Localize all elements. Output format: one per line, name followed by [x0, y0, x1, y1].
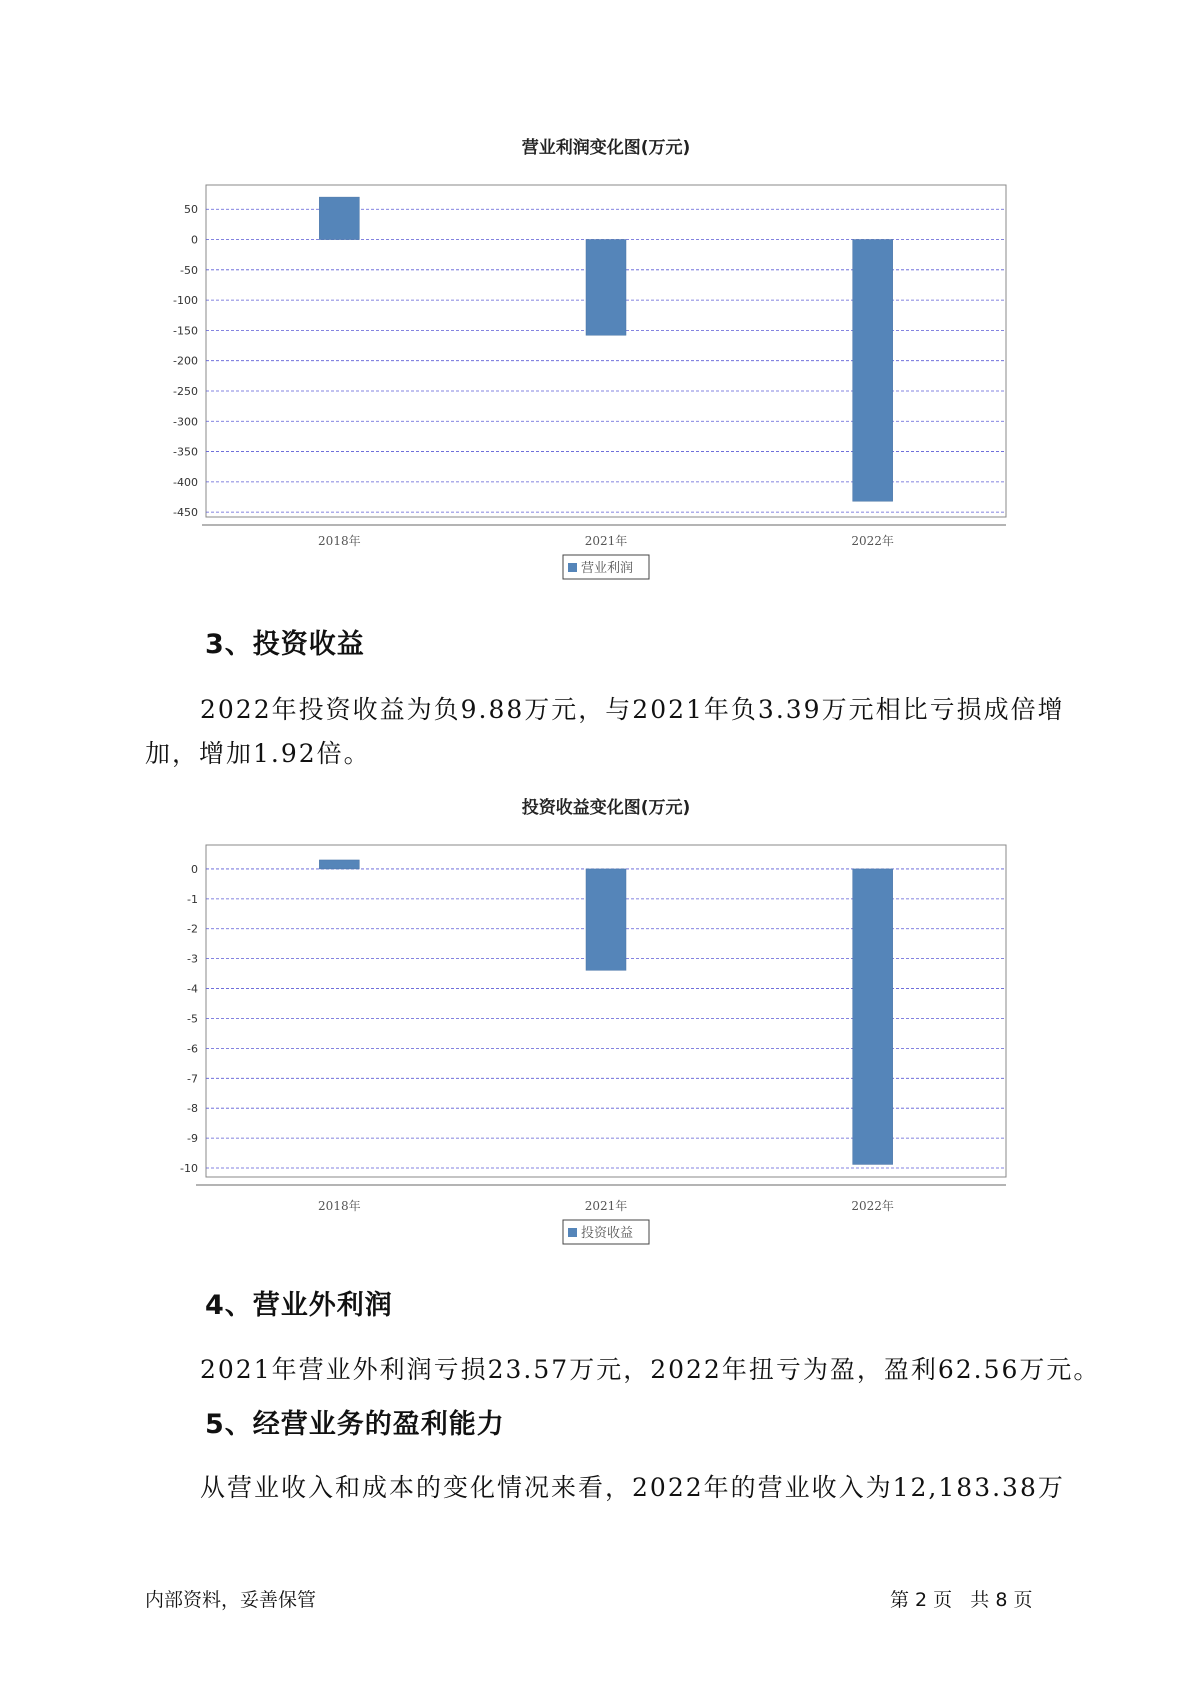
y-tick-label: -8 [187, 1102, 198, 1116]
operating-profit-chart-svg [150, 135, 1050, 585]
y-tick-label: -6 [187, 1042, 198, 1056]
legend [563, 555, 649, 579]
y-tick-label: -300 [173, 415, 198, 429]
y-tick-label: -10 [180, 1162, 198, 1176]
y-tick-label: -1 [187, 892, 198, 906]
footer-confidential-note: 内部资料，妥善保管 [145, 1589, 317, 1611]
y-tick-label: -4 [187, 982, 198, 996]
x-tick-label: 2018年 [318, 1199, 361, 1213]
investment-income-chart [150, 795, 1050, 1250]
section-3-paragraph-line-2: 加，增加1.92倍。 [145, 739, 371, 768]
y-tick-label: 50 [184, 203, 198, 217]
legend-swatch [568, 563, 577, 572]
bar-2021年 [586, 240, 626, 336]
operating-profit-chart [150, 135, 1050, 585]
chart-title: 投资收益变化图(万元) [521, 798, 691, 818]
x-tick-label: 2021年 [584, 534, 628, 548]
x-tick-label: 2022年 [851, 1199, 894, 1213]
y-tick-label: -2 [187, 922, 198, 936]
y-tick-label: 0 [191, 862, 198, 876]
legend-label: 营业利润 [581, 561, 634, 576]
legend-label: 投资收益 [581, 1226, 634, 1241]
legend [563, 1220, 649, 1244]
x-tick-label: 2021年 [584, 1199, 628, 1213]
footer-page-number: 第 2 页 共 8 页 [890, 1589, 1033, 1611]
bar-2022年 [853, 240, 893, 502]
x-tick-label: 2022年 [851, 534, 894, 548]
section-3-heading: 3、投资收益 [205, 629, 365, 660]
section-4-heading: 4、营业外利润 [205, 1290, 393, 1321]
y-tick-label: -450 [173, 506, 198, 520]
y-tick-label: -150 [173, 324, 198, 338]
section-5-paragraph-line-1: 从营业收入和成本的变化情况来看，2022年的营业收入为12,183.38万 [200, 1473, 1065, 1502]
chart-title: 营业利润变化图(万元) [521, 138, 691, 158]
bar-2022年 [853, 869, 893, 1165]
y-tick-label: -5 [187, 1012, 198, 1026]
bar-2021年 [586, 869, 626, 970]
y-tick-label: -7 [187, 1072, 198, 1086]
y-tick-label: 0 [191, 233, 198, 247]
section-5-heading: 5、经营业务的盈利能力 [205, 1409, 505, 1440]
y-tick-label: -3 [187, 952, 198, 966]
y-tick-label: -250 [173, 384, 198, 398]
x-tick-label: 2018年 [318, 534, 361, 548]
legend-swatch [568, 1228, 577, 1237]
investment-income-chart-svg [150, 795, 1050, 1250]
y-tick-label: -200 [173, 354, 198, 368]
y-tick-label: -50 [180, 263, 198, 277]
y-tick-label: -9 [187, 1132, 198, 1146]
bar-2018年 [319, 860, 359, 869]
y-tick-label: -400 [173, 475, 198, 489]
bar-2018年 [319, 197, 359, 239]
section-4-paragraph-line-1: 2021年营业外利润亏损23.57万元，2022年扭亏为盈，盈利62.56万元。 [200, 1355, 1101, 1384]
y-tick-label: -350 [173, 445, 198, 459]
y-tick-label: -100 [173, 294, 198, 308]
section-3-paragraph-line-1: 2022年投资收益为负9.88万元，与2021年负3.39万元相比亏损成倍增 [200, 695, 1065, 724]
